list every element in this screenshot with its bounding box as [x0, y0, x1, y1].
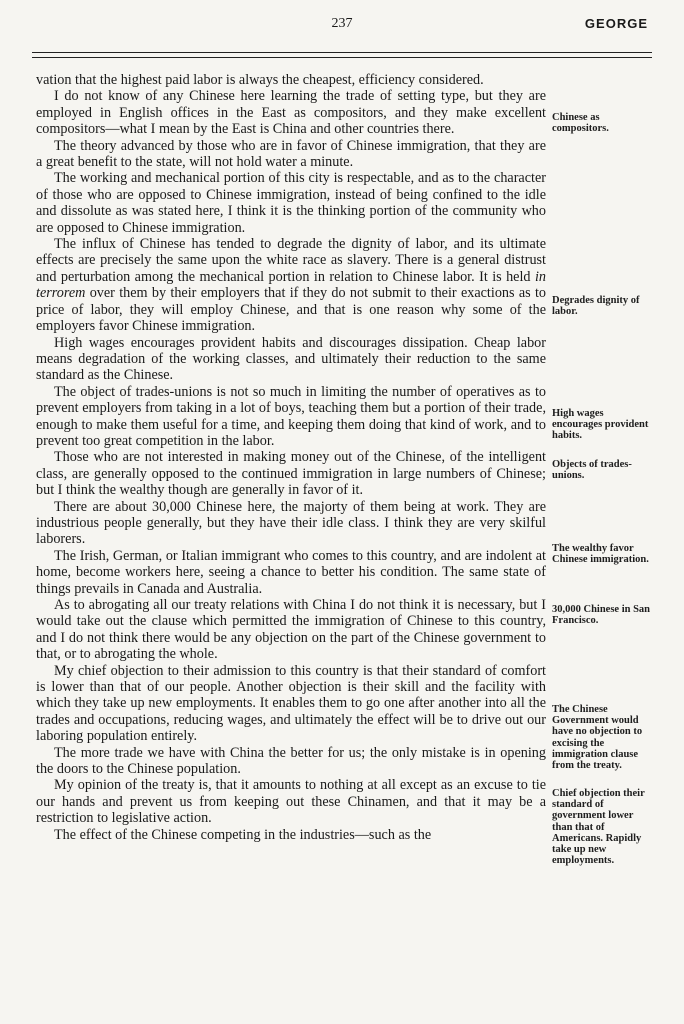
- side-note: High wages encourages provident habits.: [552, 408, 649, 442]
- paragraph: The theory advanced by those who are in favor of Chinese immigration, that they are a great benefit to the state, will not hold water a minute.: [36, 137, 546, 171]
- running-head: GEORGE: [584, 16, 648, 31]
- paragraph: My chief objection to their admission to this country is that their standard of comfort is lower than that of our people. Another objection is their skill and the facility with which they take up new employments. It enables them to go one after another into all the trades and occupations, reducing wages, and ultimately the effect will be to drive out our laboring population entirely.: [36, 662, 546, 745]
- paragraph: I do not know of any Chinese here learning the trade of setting type, but they are employed in English offices in the East as compositors, and they make excellent compositors—what I mean by the East is China and other countries there.: [36, 88, 546, 138]
- paragraph-text: over them by their employers that if they do not submit to their exactions as to price of labor, they will employ Chinese, and that is one reason why some of the employers favor Chinese immigration.: [36, 285, 546, 335]
- header-rule-bottom: [32, 57, 652, 58]
- paragraph: The object of trades-unions is not so much in limiting the number of operatives as to prevent employers from taking in a lot of boys, teaching them but a portion of their trade, enough to make them useful for a time, and keeping them doing that kind of work, and to prevent too great competition in the labor.: [36, 383, 546, 449]
- paragraph: Those who are not interested in making money out of the Chinese, of the intelligent class, are generally opposed to the continued immigration in large numbers of Chinese; but I think the wealthy though are generally in favor of it.: [36, 449, 546, 499]
- page-number: 237: [331, 16, 353, 31]
- paragraph-text: The influx of Chinese has tended to degrade the dignity of labor, and its ultimate effects are precisely the same upon the white race as slavery. There is a general distrust and perturbation among the mechanical portion in relation to Chinese labor. It is held: [36, 236, 546, 285]
- paragraph: My opinion of the treaty is, that it amounts to nothing at all except as an excuse to tie our hands and prevent us from keeping out these Chinamen, and that it may be a restriction to legislative action.: [36, 777, 546, 827]
- paragraph: [36, 236, 546, 334]
- paragraph: The effect of the Chinese competing in the industries—such as the: [54, 826, 432, 843]
- side-note: Chinese as compositors.: [552, 112, 609, 135]
- side-note: Chief objection their standard of government lower than that of Americans. Rapidly take up new employments.: [552, 788, 645, 867]
- side-note: 30,000 Chinese in San Francisco.: [552, 604, 651, 627]
- paragraph: High wages encourages provident habits and discourages dissipation. Cheap labor means degradation of the working classes, and ultimately their reduction to the same standard as the Chinese.: [36, 334, 546, 384]
- side-note: Degrades dignity of labor.: [552, 295, 640, 318]
- paragraph: vation that the highest paid labor is always the cheapest, efficiency considered.: [36, 72, 484, 88]
- paragraph: The Irish, German, or Italian immigrant who comes to this country, and are indolent at home, become workers here, seeing a chance to better his condition. The same state of things prevails in Canada and Australia.: [36, 547, 546, 597]
- side-note: The Chinese Government would have no objection to excising the immigration clause from the treaty.: [552, 704, 643, 772]
- side-note: The wealthy favor Chinese immigration.: [552, 543, 649, 566]
- header-rule-top: [32, 52, 652, 53]
- paragraph: The working and mechanical portion of this city is respectable, and as to the character of those who are opposed to Chinese immigration, instead of being confined to the idle and dissolute as was stated here, I think it is the thinking portion of the community who are opposed to Chinese immigration.: [36, 170, 546, 236]
- side-note: Objects of trades-unions.: [552, 459, 632, 482]
- paragraph: The more trade we have with China the better for us; the only mistake is in opening the doors to the Chinese population.: [36, 744, 546, 778]
- paragraph: As to abrogating all our treaty relations with China I do not think it is necessary, but I would take out the clause which permitted the immigration of Chinese to this country, and I do not think there would be any objection on the part of the Chinese government to that, or to abrogating the whole.: [36, 597, 546, 663]
- body-text: [36, 72, 546, 843]
- italic-phrase: in terrorem: [36, 268, 546, 302]
- paragraph: There are about 30,000 Chinese here, the majorty of them being at work. They are industrious people generally, but they have their idle class. I think they are very skilful laborers.: [36, 498, 546, 548]
- page-header: [32, 16, 652, 40]
